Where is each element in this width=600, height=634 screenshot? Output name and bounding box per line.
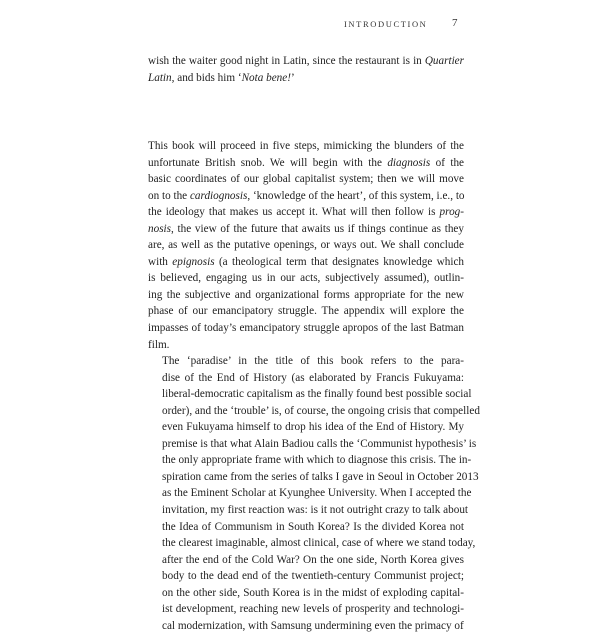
text-line <box>148 519 464 536</box>
text-run: are, as well as the putative openings, or ways out. We shall conclude <box>148 239 464 252</box>
text-line <box>148 287 464 304</box>
text-line <box>148 254 464 271</box>
italic-run: Nota bene! <box>241 71 291 84</box>
text-run: body to the dead end of the twentieth-century Communist project; <box>162 570 464 583</box>
text-line <box>148 386 472 403</box>
text-line <box>148 70 464 87</box>
text-line <box>148 403 480 420</box>
text-line <box>148 171 464 188</box>
text-line <box>148 237 464 254</box>
text-line <box>148 469 479 486</box>
text-run: on to the <box>148 189 190 202</box>
text-line <box>148 370 464 387</box>
italic-run: cardiognosis <box>189 189 248 202</box>
text-run: the only appropriate frame with which to diagnose this crisis. The in- <box>162 454 472 467</box>
text-run: ’ <box>290 71 295 84</box>
text-run: as the Eminent Scholar at Kyunghee University. When I accepted the <box>162 487 472 500</box>
paragraph-paradise <box>148 353 480 634</box>
text-run: unfortunate British snob. We will begin with the <box>148 156 388 169</box>
text-run: even Fukuyama himself to drop his idea of the End of History. My <box>162 421 464 434</box>
text-line <box>148 337 464 354</box>
running-head: INTRODUCTION <box>344 19 428 29</box>
text-line <box>148 221 464 238</box>
text-run: with <box>148 255 173 268</box>
italic-run: nosis <box>148 222 172 235</box>
text-run: , the view of the future that awaits us if things continue as they <box>171 222 464 235</box>
text-run: the Idea of Communism in South Korea? Is the divided Korea not <box>162 520 464 533</box>
text-line <box>148 601 464 618</box>
page-number: 7 <box>452 17 458 29</box>
text-line <box>148 353 464 370</box>
text-run: impasses of today’s emancipatory struggle apropos of the last Batman <box>148 322 464 335</box>
text-run: This book will proceed in five steps, mimicking the blunders of the <box>148 140 464 152</box>
text-line <box>148 535 476 552</box>
text-line <box>148 618 464 634</box>
text-run: phase of our emancipatory struggle. The appendix will explore the <box>148 305 464 318</box>
italic-run: diagnosis <box>387 156 431 169</box>
text-run: cal modernization, with Samsung undermining even the primacy of <box>162 619 464 632</box>
text-line <box>148 138 464 155</box>
text-run: dise of the End of History (as elaborated by Francis Fukuyama: <box>162 371 464 384</box>
text-line <box>148 568 464 585</box>
text-line <box>148 436 477 453</box>
italic-run: Quartier <box>424 55 464 67</box>
text-run: The ‘paradise’ in the title of this book refers to the para- <box>162 355 464 368</box>
text-run: invitation, my first reaction was: is it not outright crazy to talk about <box>162 504 469 517</box>
text-run: spiration came from the series of talks I gave in Seoul in October 2013 <box>162 470 479 483</box>
text-run: ing the subjective and organizational forms appropriate for the new <box>148 288 464 301</box>
opening-text <box>148 53 464 86</box>
italic-run: Latin, <box>148 71 175 84</box>
text-line <box>148 53 464 70</box>
text-line <box>148 452 472 469</box>
text-line <box>148 552 464 569</box>
text-run: on the other side, South Korea is in the midst of exploding capital- <box>162 586 464 599</box>
text-run: ist development, reaching new levels of prosperity and technologi- <box>162 603 464 616</box>
text-run: order), and the ‘trouble’ is, of course, the ongoing crisis that compelled <box>162 404 480 417</box>
text-line <box>148 585 464 602</box>
text-line <box>148 188 464 205</box>
text-run: film. <box>148 338 170 351</box>
text-run: liberal-democratic capitalism as the finally found best possible social <box>162 388 472 401</box>
paragraph-five-steps <box>148 138 464 353</box>
text-line <box>148 320 464 337</box>
text-run: and bids him ‘ <box>174 71 242 84</box>
text-line <box>148 485 472 502</box>
text-line <box>148 270 464 287</box>
text-line <box>148 419 464 436</box>
text-run: wish the waiter good night in Latin, since the restaurant is in <box>148 55 425 67</box>
text-run: premise is that what Alain Badiou calls the ‘Communist hypothesis’ is <box>162 437 477 450</box>
text-line <box>148 155 464 172</box>
text-run: , ‘knowledge of the heart’, of this system, i.e., to <box>247 189 465 202</box>
text-run: after the end of the Cold War? On the one side, North Korea gives <box>162 553 464 566</box>
opening-paragraph <box>148 53 464 86</box>
text-line <box>148 303 464 320</box>
text-run: (a theological term that designates knowledge which <box>214 255 465 268</box>
italic-run: prog- <box>439 206 464 219</box>
text-run: the ideology that makes us accept it. What will then follow is <box>148 206 440 219</box>
body-text <box>148 138 480 634</box>
text-run: is believed, engaging us in our acts, subjectively assumed), outlin- <box>148 272 464 285</box>
text-run: basic coordinates of our global capitalist system; then we will move <box>148 173 464 186</box>
text-run: the clearest imaginable, almost clinical, case of where we stand today, <box>162 537 476 550</box>
text-run: of the <box>430 156 464 169</box>
text-line <box>148 204 464 221</box>
text-line <box>148 502 469 519</box>
italic-run: epignosis <box>172 255 215 268</box>
